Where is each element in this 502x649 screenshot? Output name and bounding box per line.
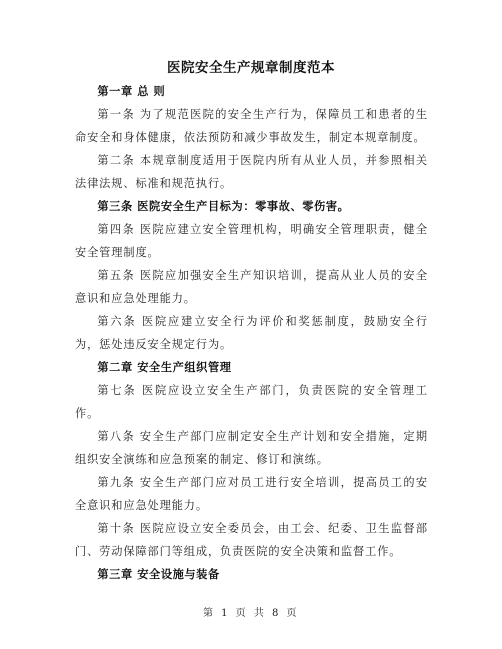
chapter-heading: 第三章 安全设施与装备 [97, 567, 220, 581]
article-paragraph: 第八条 安全生产部门应制定安全生产计划和安全措施，定期组织安全演练和应急预案的制定、修订和演练。 [75, 430, 428, 466]
article-paragraph: 第六条 医院应建立安全行为评价和奖惩制度，鼓励安全行为，惩处违反安全规定行为。 [75, 315, 428, 351]
article-paragraph: 第四条 医院应建立安全管理机构，明确安全管理职责，健全安全管理制度。 [75, 223, 428, 259]
article-paragraph: 第九条 安全生产部门应对员工进行安全培训，提高员工的安全意识和应急处理能力。 [75, 476, 428, 512]
article-paragraph: 第七条 医院应设立安全生产部门，负责医院的安全管理工作。 [75, 384, 428, 420]
chapter-heading: 第二章 安全生产组织管理 [97, 360, 232, 374]
article-paragraph: 第一条 为了规范医院的安全生产行为，保障员工和患者的生命安全和身体健康，依法预防和减少事故发生，制定本规章制度。 [75, 108, 428, 144]
article-paragraph: 第十条 医院应设立安全委员会，由工会、纪委、卫生监督部门、劳动保障部门等组成，负责医院的安全决策和监督工作。 [75, 522, 428, 558]
chapter-heading: 第一章 总 则 [97, 84, 166, 98]
document-title: 医院安全生产规章制度范本 [167, 60, 335, 76]
article-paragraph: 第五条 医院应加强安全生产知识培训，提高从业人员的安全意识和应急处理能力。 [75, 269, 428, 305]
article-paragraph: 第二条 本规章制度适用于医院内所有从业人员，并参照相关法律法规、标准和规范执行。 [75, 154, 428, 190]
document-body [75, 80, 428, 586]
article-paragraph-emphasis: 第三条 医院安全生产目标为：零事故、零伤害。 [97, 199, 350, 213]
page-number: 第 1 页 共 8 页 [202, 608, 300, 619]
